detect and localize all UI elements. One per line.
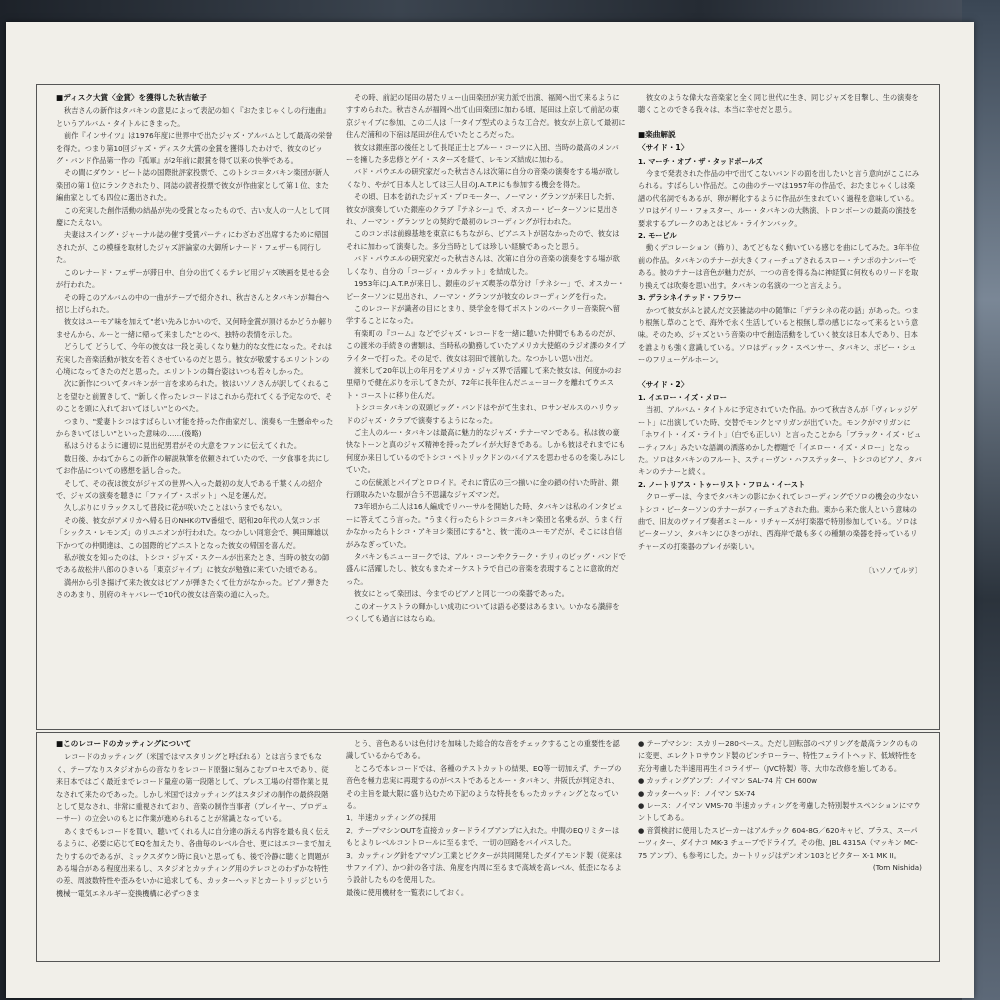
equipment-label: ● カッターヘッド：	[638, 788, 704, 798]
article1-paragraph: バド・パウエルの研究家だった秋吉さんは、次第に自分の音楽の演奏をする場が欲しくなり、自分の「コージィ・カルテット」を結成した。	[346, 254, 620, 276]
article1-paragraph: 彼女は銀座部の後任として長尾正士とブルー・コーツに入団、当時の最高のメンバーを擁した多忠修とゲイ・スターズを経て、レモンズ結成に加わる。	[346, 142, 619, 165]
equipment-label: ● レース：	[638, 801, 675, 811]
article1-paragraph: 久しぶりにリラックスして普段に花が咲いたことはいうまでもない。	[64, 503, 287, 513]
article1-column-2	[346, 92, 626, 718]
track-description: かつて彼女がふと読んだ文芸雑誌の中の随筆に「デラシネの花の話」があった。つまり根無し草のことで、海外で永く生活していると根無し草の感じになって来るという意味。そのため、ジャズという音楽の中で創造活動をしていく彼女は日本人であり、日本を誰よりも強く意識している。ソロはディック・スペンサー、タバキン、ボビー・シューのフリューゲルホーン。	[638, 305, 919, 365]
side2-label: 〈サイド・2〉	[638, 379, 689, 389]
track-description: 今まで発表された作品の中で出てこないバンドの面を出したいと言う意向がここにみられる。すばらしい作品だ。この曲のテーマは1957年の作品で、おたまじゃくしは楽譜の代名詞でもあるが、卵が孵化するように作品が生まれていく過程を意味している。ソロはゲイリー・フォスター、ルー・タバキンの大熱演、トロンボーンの最高の演技を要求するブレークのあとはビル・ライケンバック。	[638, 169, 920, 228]
article1-paragraph: このレコードが識者の目にとまり、奨学金を得てボストンのバークリー音楽院へ留学することになった。	[346, 303, 620, 326]
article1-paragraph: その間にダウン・ビート誌の国際批評家投票で、このトシコ＝タバキン楽団が新人楽団の第１位にランクされたり、同誌の読者投票で彼女が作曲家として第１位、また編曲家としても四位に選出された。	[56, 168, 330, 203]
equipment-value: ノイマン SX-74	[704, 788, 756, 798]
track-description: 動くデコレーション（飾り）、あてどもなく動いている感じを曲にしてみた。3年半位前の作品。タバキンのテナーが大きくフィーチュアされるスロー・テンポのナンバーである。彼のテナーは音色が魅力だが、一つの音を得る為に神経質に何枚ものリードを取り換えては吹奏を思い出す。タバキンの名演の一つと言えよう。	[638, 243, 920, 290]
article1-paragraph: 1953年にJ.A.T.P.が来日し、銀座のジャズ喫茶の草分け「テネシー」で、オスカー・ピーターソンに見出され、ノーマン・グランツが彼女のレコーディングを行った。	[346, 279, 625, 301]
commentary-heading: ■楽曲解説	[638, 129, 676, 139]
article1-paragraph: 73年頃から二人は16人編成でリハーサルを開始した時、タバキンは私のインタビューに答えてこう言った。"うまく行ったらトシコ＝タバキン楽団と名乗るが、うまく行かなかったらトシコ・アキヨシ楽団にする"と、彼一流のユーモアだが、そこには自信がみなぎっていた。	[346, 502, 623, 549]
equipment-value: スカリー280ベース。ただし回転部のベアリングを最高ランクのものに変更、エレクトロサウンド製のピンチローラー、特性フェライトヘッド、低域特性を充分考慮した半速用再生イコライザー（JVC特製）等、大巾な改修を施してある。	[638, 739, 918, 773]
side1-tracks	[638, 156, 922, 367]
article1-paragraph: 次に新作についてタバキンが一言を求められた。彼はいソノさんが訳してくれることを望むと前置きして、"新しく作ったレコードはこれから売れてくる予定なので、そのことを頭に入れておいてほしい"とのべた。	[56, 379, 333, 414]
article1-paragraph: 彼女はユーモア味を加えて"老い先みじかいので、又何時金賞が頂けるかどうか解りませんから、ルーと一緒に帰って来ました"とのべ、独特の表情を示した。	[56, 317, 334, 339]
track-title: 3. デラシネイテッド・フラワー	[638, 293, 742, 303]
equipment-value: ノイマン SAL-74 片 CH 600w	[717, 776, 818, 786]
article1-paragraph: 私はうけるように適切に見出紀男君がその大意をファンに伝えてくれた。	[64, 441, 302, 451]
article2-column-2	[346, 738, 626, 954]
article2-column-1	[56, 738, 334, 954]
cutting-feature-item: 1．半速カッティングの採用	[346, 813, 437, 823]
article1-paragraph: 満州から引き揚げて来た彼女はピアノが弾きたくて仕方がなかった。ピアノ弾きたさのあまり、別府のキャバレーで10代の彼女は音楽の道に入った。	[56, 577, 329, 600]
equipment-label: ● テープマシン：	[638, 739, 697, 748]
track-title: 1. イエロー・イズ・メロー	[638, 392, 727, 402]
article1-paragraph: 渡米して20年以上の年月をアメリカ・ジャズ界で活躍して来た彼女は、何度かのお里帰りで健在ぶりを示してきたが、72年に長年住んだニューヨークを離れてウエスト・コーストに移り住んだ。	[346, 365, 622, 400]
article2-paragraph: とう、音色あるいは色付けを加味した総合的な音をチェックすることの重要性を認識しているからである。	[346, 739, 620, 761]
track-title: 2. モービル	[638, 231, 677, 241]
article2-paragraph: レコードのカッティング（米国ではマスタリングと呼ばれる）とは言うまでもなく、テープなりスタジオからの音なりをレコード原盤に刻みこむプロセスであり、従来日本ではごく最近までレコード量産の第一段階として、プレス工場の付帯作業と見なされて来たのであった。しかし米国ではカッティングはスタジオの制作の最終段階として見なされ、非常に重視されており、音楽の制作当事者（プレイヤー、プロデューサー）の立会いのもとに作業が進められることが常識となっている。	[56, 752, 329, 824]
article1-paragraph: このオーケストラの輝かしい成功については語る必要はあるまい。いかなる讃辞をつくしても過言にはならぬ。	[346, 601, 620, 624]
article2-paragraph: ところで本レコードでは、各種のテストカットの結果、EQ等一切加えず、テープの音色を極力忠実に再現するのがベストであるとルー・タバキン、井阪氏が判定され、その主旨を最大限に盛り込むため下記のような特長をもったカッティングとなっている。	[346, 763, 622, 811]
liner-notes-sheet	[6, 22, 974, 998]
equipment-item	[638, 825, 922, 862]
cutting-features-list	[346, 812, 626, 886]
article1-paragraph: 前作『インサイツ』は1976年度に世界中で出たジャズ・アルバムとして最高の栄誉を得た。つまり第10回ジャズ・ディスク大賞の金賞を獲得したわけで、彼女のビッグ・バンド作品第一作の『孤軍』が2年前に銀賞を得て以来の快挙である。	[56, 131, 333, 166]
article1-paragraph: 数日後、かねてからこの新作の解説執筆を依頼されていたので、一夕食事を共にしてお作品についての感想を話し合った。	[56, 453, 330, 476]
track-description: 当初、アルバム・タイトルに予定されていた作品。かつて秋吉さんが「ヴィレッジゲート」に出演していた時、交替でモンクとマリガンが出ていた。モンクがマリガンに「ホワイト・イズ・ライト」（白でも正しい）と言ったことから「ブラック・イズ・ビューティフル」みたいな語調の洒落めかした標題で「イエロー・イズ・メロー」となった。ソロはタバキンのフルート、スティーヴン・ハフステッター、トシコのピアノ、タバキンのテナーと続く。	[638, 405, 922, 477]
article1-column-3	[638, 92, 922, 718]
article2-paragraph: あくまでもレコードを買い、聴いてくれる人に自分達の訴える内容を最も良く伝えるように、必要に応じてEQを加えたり、各曲毎のレベル合せ、更にはエコーまで加えたりするのであるが、ミックスダウン時に良いと思っても、後で冷静に聴くと問題がある場合がある程度出来るし、スタジオとカッティング用のテレコとのわずかな特性の差、周波数特性や歪みをいかに追求しても、カッターヘッドとカートリッジという機械一電気エネルギー変換機構に必ずつきま	[56, 826, 332, 898]
article1-paragraph: 秋吉さんの新作はタバキンの意見によって表記の如く『おたまじゃくしの行進曲』というアルバム・タイトルにきまった。	[56, 106, 330, 128]
article1-paragraph: その後、彼女がアメリカへ帰る日のNHKのTV番組で、昭和20年代の人気コンボ「シックス・レモンズ」のリユニオンが行われた。なつかしい同窓会で、興田輝雄以下かつての仲間達は、この国際的ピアニストとなった彼女の帰国を喜んだ。	[56, 515, 329, 550]
article1-paragraph: この伝統派とパイプとロロイド。それに背広の三つ揃いに金の鎖の付いた時計、銀行頭取みたいな服が合う不思議なジャズマンだ。	[346, 477, 619, 499]
article2-column-3	[638, 738, 922, 954]
article1-paragraph: その時このアルバムの中の一曲がテープで紹介され、秋吉さんとタバキンが舞台へ招じ上げられた。	[56, 292, 330, 314]
article1-column-1	[56, 92, 334, 718]
cutting-feature-item: 2．テープマシンOUTを直接カッタードライブアンプに入れた。中間のEQリミターはもとよりレベルコントロールに至るまで、一切の回路をバイパスした。	[346, 825, 620, 848]
article1-paragraph: つまり、"愛妻トシコはすばらしい才能を持った作曲家だし、演奏も一生懸命やったからきいてほしい"といった意味の……(後略)	[56, 416, 334, 438]
article1-paragraph: このコンボは前線基地を東京にもちながら、ピアニストが居なかったので、彼女はそれに加わって演奏した。多分当時としては珍しい経験であったと思う。	[346, 229, 620, 251]
article1-paragraph: その時、前記の尾田の居たリュー山田楽団が実力派で出演、福岡へ出て来るようにすすめられた。秋吉さんが福岡へ出て山田楽団に加わる頃、尾田は上京して前記の東京ジャイブに参加、この二人は「一タイプ型式のような工合だ。彼女が上京して最初に住んだ浦和の下宿は尾田が住んでいたところだった。	[346, 93, 626, 140]
side1-label: 〈サイド・1〉	[638, 143, 689, 153]
equipment-item	[638, 800, 922, 825]
article1-paragraph: どうして どうして、今年の彼女は一段と美しくなり魅力的な女性になった。それは充実した音楽活動が彼女を若くさせているのだと思う。彼女が敬愛するエリントンの心境になってきたのだと思った。エリントンの舞台姿はいつも若々しかった。	[56, 342, 333, 376]
article1-paragraph: ご主人のルー・タバキンは最高に魅力的なジャズ・テナーマンである。私は彼の豪快なトーンと真のジャズ精神を持ったプレイが大好きである。しかも彼はそれまでにも何度か来日しているのでトシコ・ペトリックドンのバイアスを思わせるのを楽しみにしていた。	[346, 427, 626, 475]
article1-heading: ■ディスク大賞〈金賞〉を獲得した秋吉敏子	[56, 93, 207, 102]
article1-intro: 彼女のような偉大な音楽家と全く同じ世代に生き、同じジャズを目撃し、生の演奏を聴くことのできる我々は、本当に幸せだと思う。	[638, 93, 919, 115]
equipment-intro: 最後に使用機材を一覧表にしておく。	[346, 887, 469, 897]
cutting-feature-item: 3．カッティング針をアマゾン工業とビクターが共同開発したダイアモンド製（従来はサファイア）、かつ針の各寸法、角度を内周に至るまで高域を高レベル、低歪になるよう設計したものを使用した。	[346, 850, 622, 885]
article2-signature: (Tom Nishida)	[872, 863, 922, 873]
track-title: 1. マーチ・オブ・ザ・タッドポールズ	[638, 156, 763, 166]
article1-paragraph: バド・パウエルの研究家だった秋吉さんは次第に自分の音楽の演奏をする場が欲しくなり、やがて日本人としては三人目のJ.A.T.P.にも参加する機会を得た。	[346, 167, 620, 189]
article1-paragraph: この充実した創作活動の結晶が先の受賞となったもので、古い友人の一人として同慶にたえない。	[56, 205, 330, 228]
article1-paragraph: その頃、日本を訪れたジャズ・プロモーター、ノーマン・グランツが来日した折、彼女が演奏していた銀座のクラブ『テネシー』で、オスカー・ピーターソンに見出され、ノーマン・グランツとの契約で最初のレコーディングが行われた。	[346, 192, 620, 227]
side2-tracks	[638, 392, 922, 553]
article1-paragraph: トシコ＝タバキンの双頭ビッグ・バンドはやがて生まれ、ロサンゼルスのハリウッドのジャズ・クラブで演奏するようになった。	[346, 403, 620, 425]
article1-paragraph: そして、その夜は彼女がジャズの世界へ入った最初の友人である千葉くんの紹介で、ジャズの演奏を聴きに「ファイブ・スポット」へ足を運んだ。	[56, 478, 323, 500]
equipment-value: アルテック 604-8G／620キャビ、ブラス、スーパーツィター、ダイナコ MK-3 チューブでドライブ。その他、JBL 4315A（マッキン MC-75 アンプ）、も参考にした。カートリッジはデンオン103とビクター X-1 MK II。	[638, 825, 918, 860]
article1-paragraph: 有楽町の『コーム』などでジャズ・レコードを一緒に聴いた仲間でもあるのだが、この渡米の手続きの書類は、当時私の勤務していたアメリカ大使館のラジオ課のタイプライターで打った。その足で、彼女は羽田で渡航した。なつかしい思い出だ。	[346, 328, 626, 363]
article1-paragraph: タバキンもニューヨークでは、アル・コーンやクラーク・テリィのビッグ・バンドで盛んに活躍したし、彼女もまたオーケストラで自己の音楽を表現することに意欲的だった。	[346, 552, 626, 586]
track-description: クローザーは、今までタバキンの影にかくれてレコーディングでソロの機会の少ないトシコ・ピーターソンのテナーがフィーチュアされた曲。東から来た旅人という意味の曲で、旧友のヴァイブ奏者エミール・リチャーズが打楽器で特別参加している。ソロはピーターソン、タバキンにひきつがれ、西海岸で最も多くの種類の楽器を持っているリチャーズの打楽器のプレイが楽しい。	[638, 492, 919, 551]
article1-paragraph: 彼女にとって楽団は、今までのピアノと同じ一つの楽器であった。	[354, 589, 569, 599]
track-title: 2. ノートリアス・トゥーリスト・フロム・イースト	[638, 479, 806, 489]
equipment-item	[638, 738, 922, 775]
equipment-list	[638, 738, 922, 862]
equipment-value: ノイマン VMS-70 半速カッティングを考慮した特別製サスペンションにマウントしてある。	[638, 801, 921, 823]
equipment-item	[638, 788, 922, 800]
article2-heading: ■このレコードのカッティングについて	[56, 739, 192, 748]
equipment-item	[638, 775, 922, 787]
article1-paragraph: このレナード・フェザーが滞日中、自分の出てくるテレビ用ジャズ映画を見せる会が行われた。	[56, 267, 330, 290]
article1-paragraph: 夫妻はスイング・ジャーナル誌の催す受賞パーティにわざわざ出席するために帰国されたが、この模様を取材したジャズ評論家の大御所レナード・フェザーも同行した。	[56, 230, 329, 265]
article1-signature: 〔いソノてルヲ〕	[864, 566, 922, 576]
article1-paragraph: 私が彼女を知ったのは、トシコ・ジャズ・スクールが出来たとき、当時の彼女の師である故松井八郎のひきいる「東京ジャイブ」に彼女が勉強に来ていた頃である。	[56, 553, 330, 575]
equipment-label: ● カッティングアンプ：	[638, 776, 718, 786]
equipment-label: ● 音質検討に使用したスピーカーは	[638, 825, 754, 835]
